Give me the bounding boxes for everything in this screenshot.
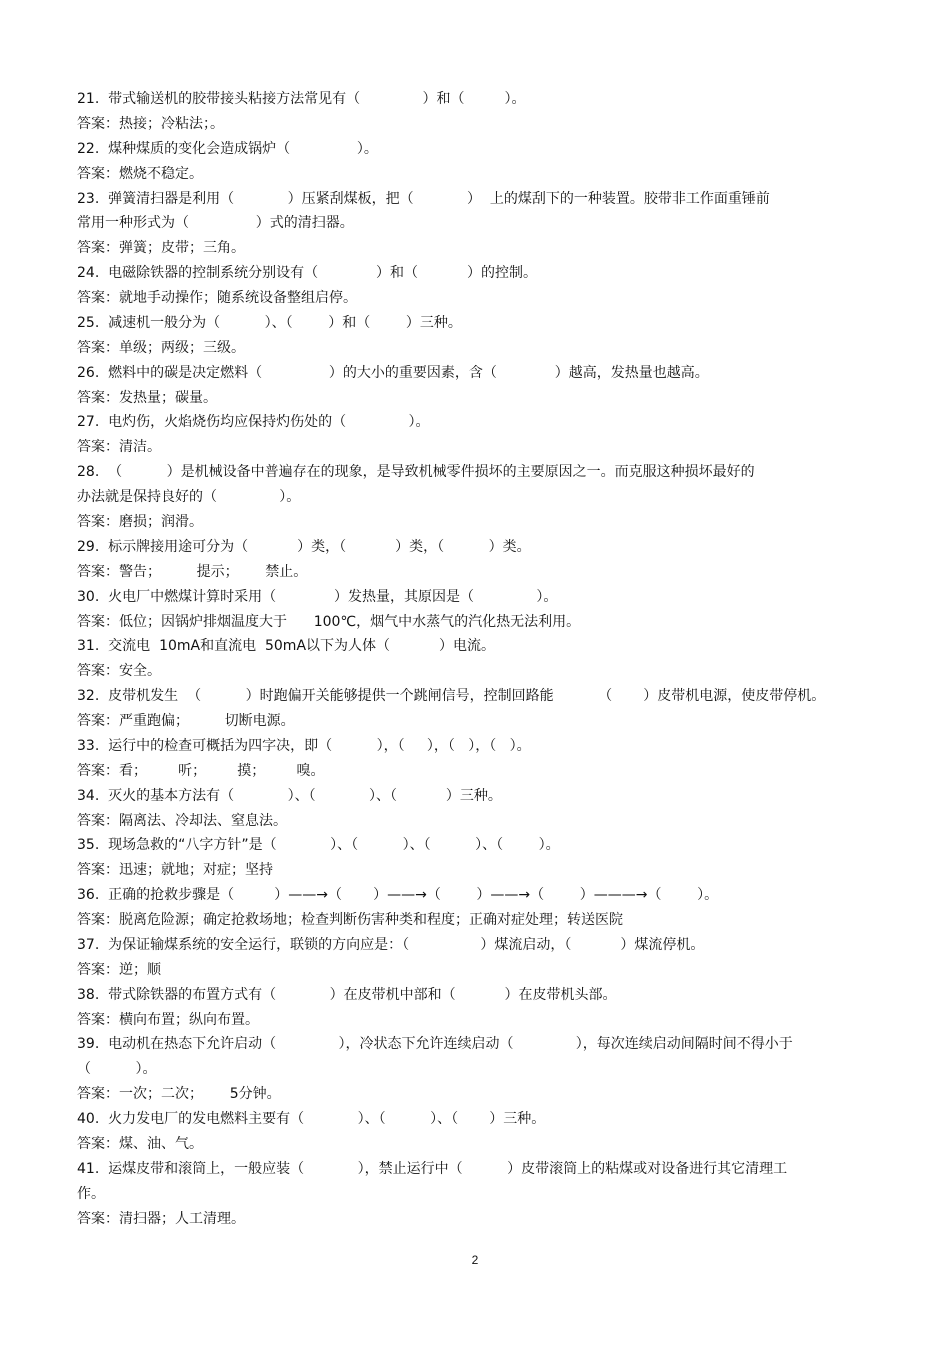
question-line: 22. 煤种煤质的变化会造成锅炉（ ）。 <box>77 140 378 157</box>
question-continuation-line: 办法就是保持良好的（ ）。 <box>77 489 301 506</box>
question-line: 33. 运行中的检查可概括为四字决，即（ ），（ ），（ ），（ ）。 <box>77 737 531 754</box>
question-line: 23. 弹簧清扫器是利用（ ）压紧刮煤板，把（ ） 上的煤刮下的一种装置。胶带非工作面重锤前 <box>77 190 770 207</box>
answer-line: 答案：清扫器；人工清理。 <box>77 1210 245 1227</box>
question-line: 28. （ ）是机械设备中普遍存在的现象，是导致机械零件损坏的主要原因之一。而克服这种损坏最好的 <box>77 464 755 481</box>
answer-line: 答案：看； 听； 摸； 嗅。 <box>77 762 325 779</box>
answer-line: 答案：燃烧不稳定。 <box>77 165 203 182</box>
question-continuation-line: 常用一种形式为（ ）式的清扫器。 <box>77 215 354 232</box>
question-line: 34. 灭火的基本方法有（ ）、（ ）、（ ）三种。 <box>77 787 502 804</box>
answer-line: 答案：严重跑偏； 切断电源。 <box>77 713 295 729</box>
answer-line: 答案：清洁。 <box>77 439 161 456</box>
question-line: 38. 带式除铁器的布置方式有（ ）在皮带机中部和（ ）在皮带机头部。 <box>77 986 617 1003</box>
question-line: 21. 带式输送机的胶带接头粘接方法常见有（ ）和（ ）。 <box>77 91 526 107</box>
question-line: 30. 火电厂中燃煤计算时采用（ ）发热量，其原因是（ ）。 <box>77 588 558 605</box>
question-line: 36. 正确的抢救步骤是（ ）——→（ ）——→（ ）——→（ ）———→（ ）。 <box>77 887 719 904</box>
question-line: 39. 电动机在热态下允许启动（ ），冷状态下允许连续启动（ ），每次连续启动间隔时间不得小于 <box>77 1036 793 1053</box>
answer-line: 答案：一次；二次； 5分钟。 <box>77 1086 281 1103</box>
question-line: 29. 标示牌接用途可分为（ ）类，（ ）类，（ ）类。 <box>77 538 531 555</box>
question-line: 37. 为保证输煤系统的安全运行，联锁的方向应是：（ ）煤流启动，（ ）煤流停机。 <box>77 936 705 953</box>
page-number: 2 <box>471 1253 479 1267</box>
answer-line: 答案：磨损；润滑。 <box>77 514 203 530</box>
answer-line: 答案：低位；因锅炉排烟温度大于 100℃，烟气中水蒸气的汽化热无法利用。 <box>77 613 581 630</box>
question-line: 41. 运煤皮带和滚筒上，一般应装（ ），禁止运行中（ ）皮带滚筒上的粘煤或对设备进行其它清理工 <box>77 1160 788 1177</box>
answer-line: 答案：就地手动操作；随系统设备整组启停。 <box>77 290 357 306</box>
answer-line: 答案：热接；冷粘法；。 <box>77 115 224 132</box>
question-line: 26. 燃料中的碳是决定燃料（ ）的大小的重要因素，含（ ）越高，发热量也越高。 <box>77 364 709 381</box>
question-line: 24. 电磁除铁器的控制系统分别设有（ ）和（ ）的控制。 <box>77 265 537 282</box>
question-line: 31. 交流电 10mA和直流电 50mA以下为人体（ ）电流。 <box>77 638 495 655</box>
answer-line: 答案：煤、油、气。 <box>77 1136 203 1152</box>
answer-line: 答案：警告； 提示； 禁止。 <box>77 563 308 580</box>
answer-line: 答案：横向布置；纵向布置。 <box>77 1011 259 1028</box>
question-line: 27. 电灼伤，火焰烧伤均应保持灼伤处的（ ）。 <box>77 414 430 431</box>
question-line: 25. 减速机一般分为（ ）、（ ）和（ ）三种。 <box>77 314 462 331</box>
answer-line: 答案：发热量；碳量。 <box>77 389 217 406</box>
answer-line: 答案：隔离法、冷却法、窒息法。 <box>77 812 287 829</box>
answer-line: 答案：迅速；就地；对症；坚持 <box>77 862 273 879</box>
question-continuation-line: （ ）。 <box>77 1061 157 1078</box>
answer-line: 答案：脱离危险源；确定抢救场地；检查判断伤害种类和程度；正确对症处理；转送医院 <box>77 912 623 928</box>
question-line: 40. 火力发电厂的发电燃料主要有（ ）、（ ）、（ ）三种。 <box>77 1111 546 1128</box>
question-line: 32. 皮带机发生 （ ）时跑偏开关能够提供一个跳闸信号，控制回路能 （ ）皮带机电源，使皮带停机。 <box>77 688 826 705</box>
question-line: 35. 现场急救的“八字方针”是（ ）、（ ）、（ ）、（ ）。 <box>77 837 560 854</box>
answer-line: 答案：安全。 <box>77 663 161 680</box>
question-continuation-line: 作。 <box>77 1185 105 1202</box>
answer-line: 答案：弹簧；皮带；三角。 <box>77 240 245 257</box>
answer-line: 答案：逆；顺 <box>77 961 161 978</box>
answer-line: 答案：单级；两级；三级。 <box>77 339 245 356</box>
